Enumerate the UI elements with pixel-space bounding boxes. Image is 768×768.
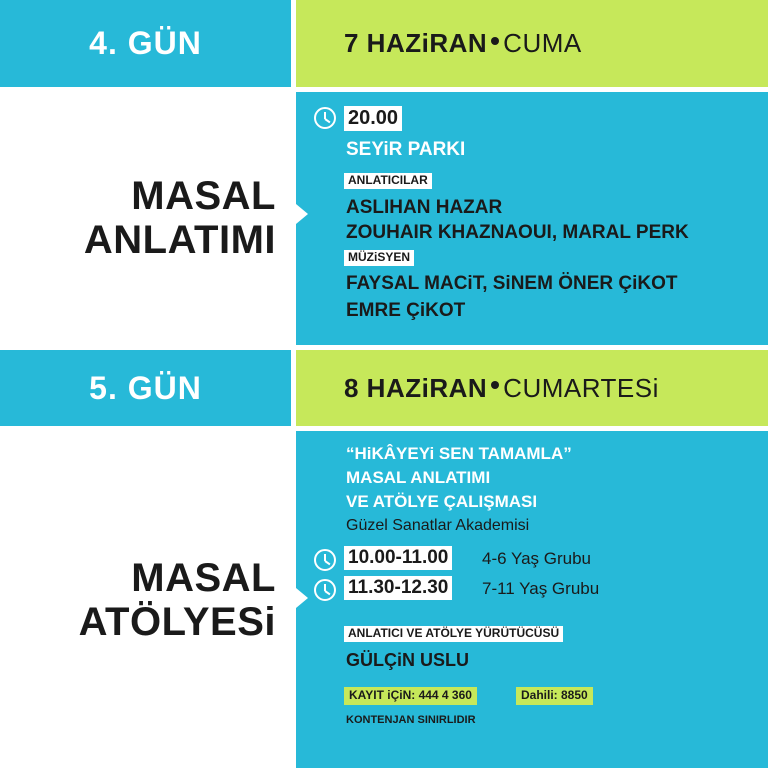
day5-session2-group: 7-11 Yaş Grubu — [482, 579, 600, 598]
day5-session2 — [344, 576, 452, 600]
day5-date-bold: 8 HAZiRAN — [344, 372, 488, 403]
day4-time-tag: 20.00 — [344, 106, 402, 131]
day5-program-title: “HiKÂYEYi SEN TAMAMLA” — [346, 444, 572, 463]
day5-facilitator-label — [344, 624, 563, 642]
day4-event-title-line1: MASAL — [131, 174, 276, 218]
clock-icon — [314, 579, 336, 601]
day5-weekday: CUMARTESi — [503, 372, 659, 403]
day5-date — [296, 350, 768, 426]
day5-session1-group: 4-6 Yaş Grubu — [482, 549, 591, 568]
day5-capacity-note: KONTENJAN SINIRLIDIR — [346, 714, 476, 726]
narrators-tag: ANLATICILAR — [344, 173, 432, 189]
pointer-arrow-icon — [296, 204, 308, 224]
bullet-dot-icon — [491, 381, 499, 389]
day4-date — [296, 0, 768, 87]
musician-tag: MÜZiSYEN — [344, 250, 414, 266]
day4-musician-label — [344, 248, 414, 266]
clock-icon — [314, 549, 336, 571]
day4-venue: SEYiR PARKI — [346, 139, 466, 160]
pointer-arrow-icon — [296, 588, 308, 608]
session1-time-tag: 10.00-11.00 — [344, 546, 452, 570]
day5-program-line2: MASAL ANLATIMI — [346, 468, 491, 487]
day5-facilitator-name: GÜLÇiN USLU — [346, 650, 469, 670]
day4-narrators-line1: ASLIHAN HAZAR — [346, 197, 503, 218]
day4-narrators-label — [344, 171, 432, 189]
clock-icon — [314, 107, 336, 129]
day5-program-line3: VE ATÖLYE ÇALIŞMASI — [346, 492, 538, 511]
day4-time — [344, 106, 402, 131]
day4-label: 4. GÜN — [89, 25, 202, 61]
day4-weekday: CUMA — [503, 28, 582, 58]
day5-registration — [344, 686, 477, 705]
day4-event-title-line2: ANLATIMI — [83, 218, 276, 262]
day5-event-title-line1: MASAL — [131, 556, 276, 600]
day5-venue: Güzel Sanatlar Akademisi — [346, 517, 530, 534]
extension-tag: Dahili: 8850 — [516, 687, 593, 705]
day4-musicians-line2: EMRE ÇiKOT — [346, 300, 466, 321]
day5-label: 5. GÜN — [89, 369, 202, 406]
day4-event-title — [0, 174, 276, 262]
day5-event-title-line2: ATÖLYESi — [78, 600, 276, 644]
day4-date-bold: 7 HAZiRAN — [344, 28, 488, 58]
day5-event-title — [0, 556, 276, 644]
day4-narrators-line2: ZOUHAIR KHAZNAOUI, MARAL PERK — [346, 222, 689, 243]
day5-session1 — [344, 546, 452, 570]
day5-extension — [516, 686, 593, 705]
registration-tag: KAYIT iÇiN: 444 4 360 — [344, 687, 477, 705]
facilitator-tag: ANLATICI VE ATÖLYE YÜRÜTÜCÜSÜ — [344, 626, 563, 642]
day4-musicians-line1: FAYSAL MACiT, SiNEM ÖNER ÇiKOT — [346, 273, 678, 294]
bullet-dot-icon — [491, 37, 499, 45]
session2-time-tag: 11.30-12.30 — [344, 576, 452, 600]
